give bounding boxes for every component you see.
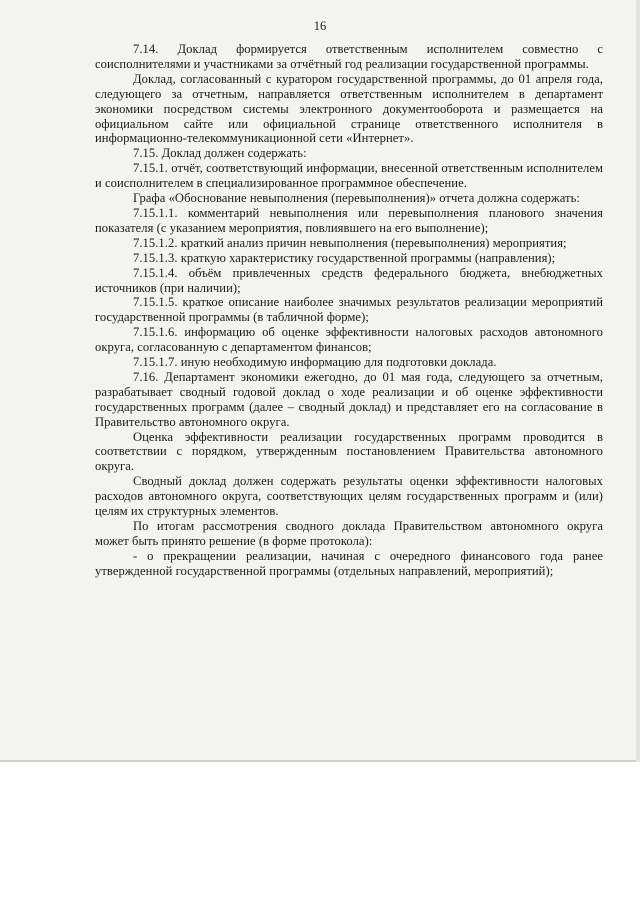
- paragraph-7-15-1: 7.15.1. отчёт, соответствующий информации, внесенной ответственным исполнителем и соисполнителем в специализированное программное обеспечение.: [95, 161, 603, 191]
- paragraph-7-15-1-7: 7.15.1.7. иную необходимую информацию для подготовки доклада.: [133, 355, 497, 370]
- paragraph-summary-report-content: Сводный доклад должен содержать результаты оценки эффективности налоговых расходов автономного округа, соответствующих целям государственных программ и (или) целям их структурных элементов.: [95, 474, 603, 519]
- paragraph-7-15-1-4: 7.15.1.4. объём привлеченных средств федерального бюджета, внебюджетных источников (при наличии);: [95, 265, 603, 295]
- paragraph-efficiency-evaluation: Оценка эффективности реализации государственных программ проводится в соответствии с порядком, утвержденным постановлением Правительства автономного округа.: [95, 429, 603, 474]
- paragraph-7-15-1-1: 7.15.1.1. комментарий невыполнения или перевыполнения планового значения показателя (с указанием мероприятия, повлиявшего на его выполнение);: [95, 205, 603, 235]
- document-body: [95, 42, 603, 579]
- paragraph-7-15-1-2: 7.15.1.2. краткий анализ причин невыполнения (перевыполнения) мероприятия;: [133, 235, 567, 250]
- paragraph-7-16: 7.16. Департамент экономики ежегодно, до 01 мая года, следующего за отчетным, разрабатывает сводный годовой доклад о ходе реализации и об оценке эффективности государственных программ (далее – сводный доклад) и представляет его на согласование в Правительство автономного округа.: [95, 369, 603, 429]
- paragraph-7-15-1-5: 7.15.1.5. краткое описание наиболее значимых результатов реализации мероприятий государственной программы (в табличной форме);: [95, 295, 603, 325]
- paragraph-column-justification: Графа «Обоснование невыполнения (перевыполнения)» отчета должна содержать:: [133, 191, 580, 206]
- paragraph-report-approval: Доклад, согласованный с куратором государственной программы, до 01 апреля года, следующего за отчетным, направляется ответственным исполнителем в департамент экономики посредством системы электронного документооборота и размещается на официальном сайте или официальной странице ответственного исполнителя в информационно-телекоммуникационной сети «Интернет».: [95, 71, 603, 146]
- paragraph-7-15-1-6: 7.15.1.6. информацию об оценке эффективности налоговых расходов автономного округа, согласованную с департаментом финансов;: [95, 325, 603, 355]
- paragraph-termination-item: - о прекращении реализации, начиная с очередного финансового года ранее утвержденной государственной программы (отдельных направлений, мероприятий);: [95, 548, 603, 578]
- paragraph-7-15-1-3: 7.15.1.3. краткую характеристику государственной программы (направления);: [133, 250, 556, 265]
- paragraph-7-14: 7.14. Доклад формируется ответственным исполнителем совместно с соисполнителями и участниками за отчётный год реализации государственной программы.: [95, 42, 603, 71]
- paragraph-decision: По итогам рассмотрения сводного доклада Правительством автономного округа может быть принято решение (в форме протокола):: [95, 519, 603, 548]
- scan-edge: [636, 0, 640, 762]
- paragraph-7-15: 7.15. Доклад должен содержать:: [133, 146, 307, 161]
- page-number: 16: [313, 19, 327, 33]
